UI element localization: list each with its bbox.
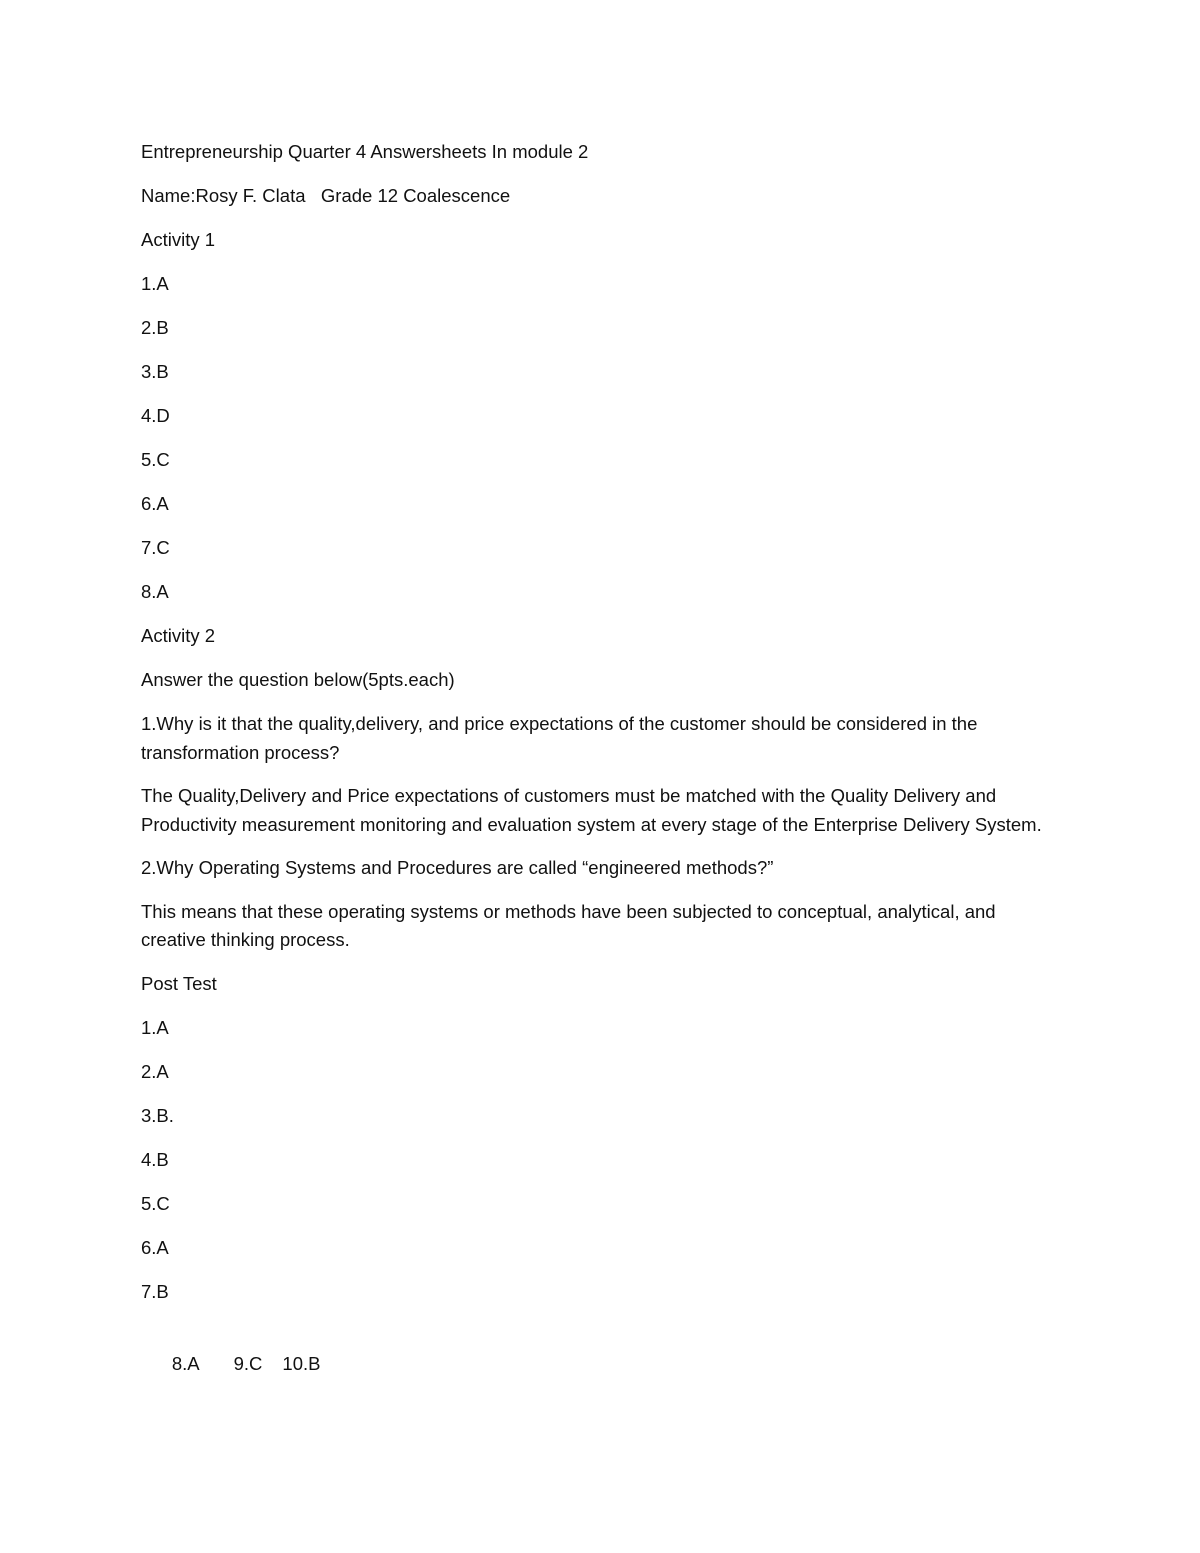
post-test-answer: 2.A [141,1060,169,1082]
post-test-last-line [141,1322,1061,1408]
activity2-answer-2: This means that these operating systems or methods have been subjected to conceptual, analytical, and creative thinking process. [141,900,996,950]
activity2-heading: Activity 2 [141,625,216,646]
activity1-answer: 4.D [141,405,170,426]
activity1-answer: 8.A [141,581,169,602]
student-name-line: Name:Rosy F. Clata Grade 12 Coalescence [141,185,511,206]
activity1-answer: 6.A [141,493,169,514]
activity2-question-2: 2.Why Operating Systems and Procedures are called “engineered methods?” [141,857,774,878]
post-test-heading: Post Test [141,972,217,994]
activity2-instruction: Answer the question below(5pts.each) [141,669,455,690]
post-test-answer: 10.B [282,1353,321,1374]
post-test-answer: 5.C [141,1192,170,1214]
post-test-answer: 7.B [141,1280,169,1302]
activity2-question-1: 1.Why is it that the quality,delivery, and price expectations of the customer should be considered in the transformation process? [141,713,978,763]
activity1-heading: Activity 1 [141,229,216,250]
document-body [141,138,1061,1423]
post-test-answer: 4.B [141,1148,169,1170]
activity1-answer: 7.C [141,537,170,558]
post-test-answer: 3.B. [141,1104,174,1126]
document-title: Entrepreneurship Quarter 4 Answersheets In module 2 [141,141,589,162]
activity2-answer-1: The Quality,Delivery and Price expectations of customers must be matched with the Quality Delivery and Productivity measurement monitoring and evaluation system at every stage of the Enterprise Delivery System. [141,785,1042,835]
post-test-answer: 1.A [141,1016,169,1038]
post-test-answer: 9.C [233,1353,263,1374]
activity1-answer: 3.B [141,361,169,382]
activity1-answer: 1.A [141,273,169,294]
post-test-answer: 8.A [171,1353,200,1374]
activity1-answer: 5.C [141,449,170,470]
activity1-answer: 2.B [141,317,169,338]
post-test-answer: 6.A [141,1236,169,1258]
